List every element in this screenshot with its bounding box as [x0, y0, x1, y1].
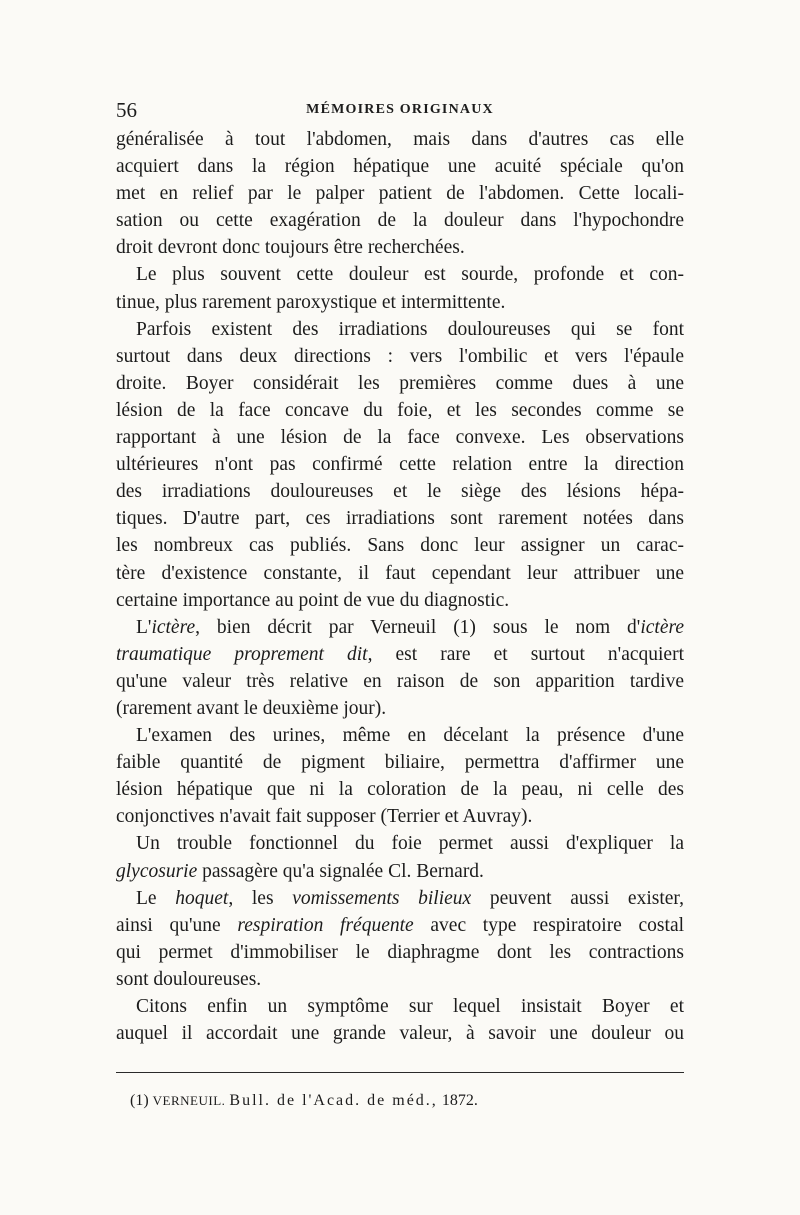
text-line: Un trouble fonctionnel du foie permet aussi d'expliquer la — [136, 833, 684, 855]
text-run: peuvent aussi exister, — [471, 887, 684, 909]
text-line: des irradiations douloureuses et le siège des lésions hépa- — [116, 481, 684, 503]
text-line: conjonctives n'avait fait supposer (Terrier et Auvray). — [116, 806, 533, 828]
text-line: lésion hépatique que ni la coloration de la peau, ni celle des — [116, 779, 684, 801]
text-line: rapportant à une lésion de la face convexe. Les observations — [116, 427, 684, 449]
footnote-divider — [116, 1072, 684, 1073]
text-run: L' — [136, 616, 152, 638]
footnote-journal: Bull. de l'Acad. de méd., — [229, 1092, 438, 1109]
italic-term: ictère — [640, 616, 684, 638]
italic-term: hoquet — [175, 887, 229, 909]
text-run: Le — [136, 887, 176, 909]
text-line — [116, 885, 684, 912]
page-number: 56 — [116, 98, 137, 122]
text-run: , les — [228, 887, 293, 909]
body-text — [116, 126, 684, 1047]
text-run: ainsi qu'une — [116, 914, 238, 936]
text-line: tère d'existence constante, il faut cependant leur attribuer une — [116, 562, 684, 584]
text-line: tiques. D'autre part, ces irradiations sont rarement notées dans — [116, 508, 684, 530]
italic-term: ictère — [151, 616, 196, 638]
text-line: qui permet d'immobiliser le diaphragme dont les contractions — [116, 941, 684, 963]
text-line: les nombreux cas publiés. Sans donc leur assigner un carac- — [116, 535, 684, 557]
text-run: avec type respiratoire costal — [413, 914, 685, 936]
text-line: certaine importance au point de vue du diagnostic. — [116, 589, 510, 611]
text-line: surtout dans deux directions : vers l'ombilic et vers l'épaule — [116, 345, 684, 367]
text-line: sation ou cette exagération de la douleur dans l'hypochondre — [116, 210, 684, 232]
text-line — [116, 641, 684, 668]
text-run: , bien décrit par Verneuil (1) sous le nom d' — [195, 616, 641, 638]
italic-term: respiration fréquente — [237, 914, 414, 936]
text-line: droite. Boyer considérait les premières comme dues à une — [116, 372, 684, 394]
footnote-marker: (1) — [130, 1092, 149, 1109]
footnote-year: 1872. — [441, 1092, 478, 1109]
text-line: acquiert dans la région hépatique une acuité spéciale qu'on — [116, 156, 684, 178]
text-line: ultérieures n'ont pas confirmé cette relation entre la direction — [116, 454, 684, 476]
text-line: faible quantité de pigment biliaire, permettra d'affirmer une — [116, 752, 684, 774]
text-line: Parfois existent des irradiations douloureuses qui se font — [136, 318, 684, 340]
page-header — [116, 98, 684, 126]
text-line: qu'une valeur très relative en raison de son apparition tardive — [116, 670, 684, 692]
text-line — [116, 912, 684, 939]
text-line: (rarement avant le deuxième jour). — [116, 697, 387, 719]
italic-term: glycosurie — [116, 860, 198, 882]
text-line: sont douloureuses. — [116, 968, 262, 990]
text-run: , est rare et surtout n'acquiert — [367, 643, 684, 665]
text-line: généralisée à tout l'abdomen, mais dans d'autres cas elle — [116, 129, 684, 150]
text-line — [116, 858, 684, 885]
text-run: passagère qu'a signalée Cl. Bernard. — [197, 860, 484, 882]
running-title: MÉMOIRES ORIGINAUX — [306, 102, 494, 117]
italic-term: traumatique proprement dit — [116, 643, 368, 665]
text-line: lésion de la face concave du foie, et les secondes comme se — [116, 399, 684, 421]
text-line: Citons enfin un symptôme sur lequel insistait Boyer et — [136, 996, 684, 1017]
italic-term: vomissements bilieux — [292, 887, 472, 909]
text-line: L'examen des urines, même en décelant la présence d'une — [136, 725, 684, 747]
text-line — [116, 614, 684, 641]
text-line: met en relief par le palper patient de l'abdomen. Cette locali- — [116, 183, 684, 205]
text-line: Le plus souvent cette douleur est sourde, profonde et con- — [136, 264, 684, 286]
text-line: auquel il accordait une grande valeur, à savoir une douleur ou — [116, 1023, 684, 1045]
text-line: tinue, plus rarement paroxystique et intermittente. — [116, 291, 506, 313]
footnote — [130, 1092, 478, 1110]
text-line: droit devront donc toujours être recherchées. — [116, 237, 465, 259]
footnote-author: VERNEUIL. — [152, 1093, 226, 1108]
